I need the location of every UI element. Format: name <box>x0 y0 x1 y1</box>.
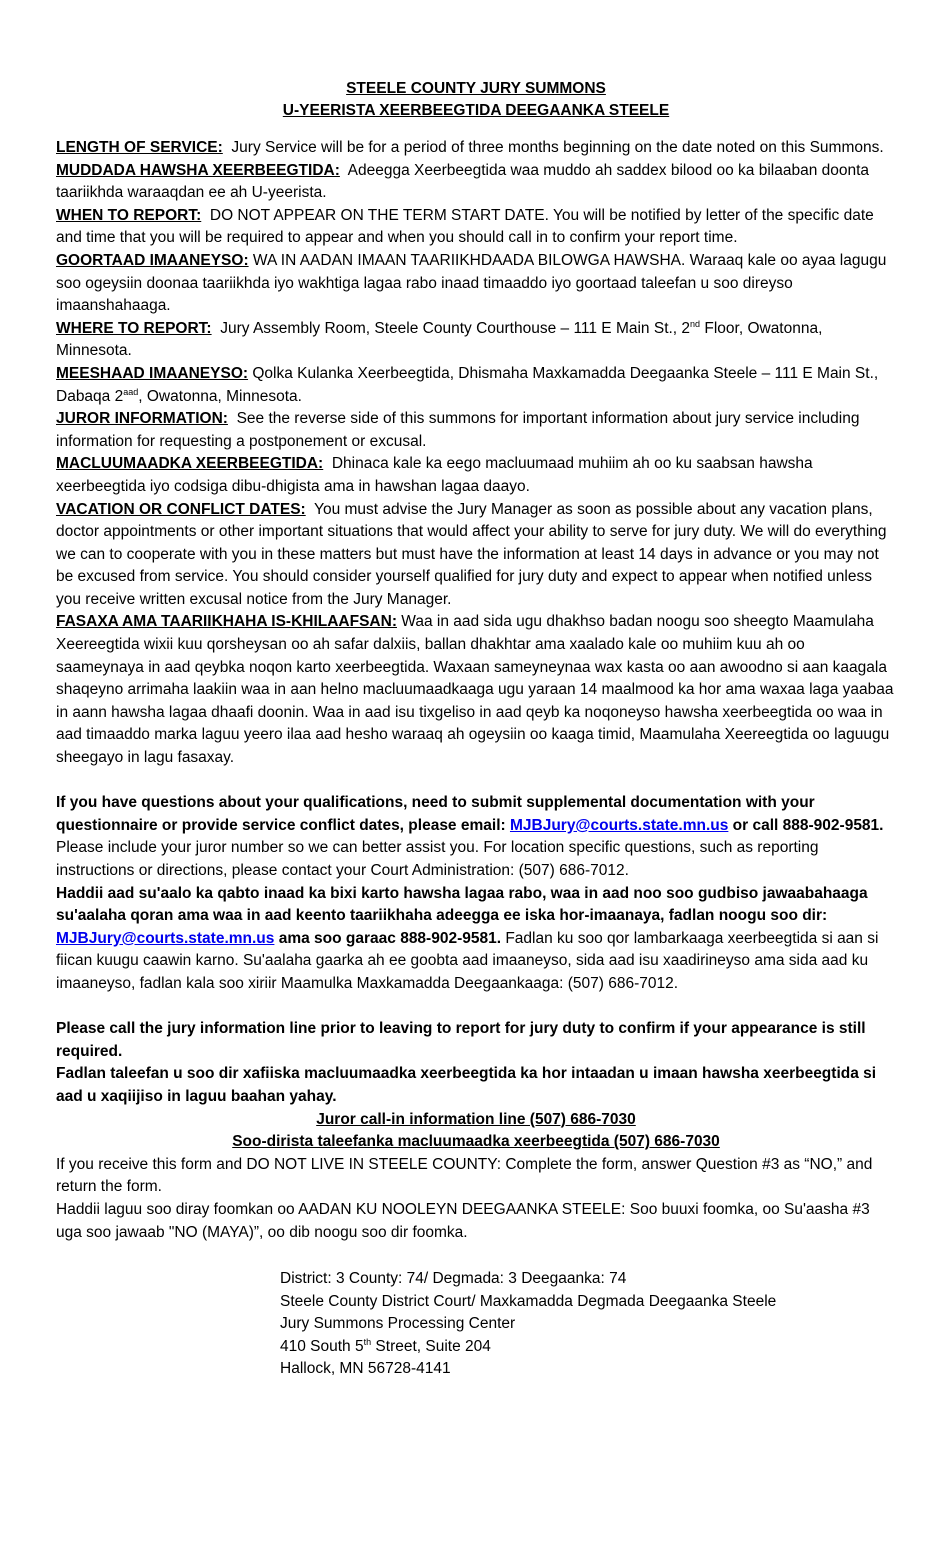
phone-text: or call 888-902-9581. <box>728 816 884 834</box>
questions-so <box>56 883 896 996</box>
phone-text: ama soo garaac 888-902-9581. <box>274 929 502 947</box>
when-to-report-en <box>56 205 896 250</box>
section-label: FASAXA AMA TAARIIKHAHA IS-KHILAAFSAN: <box>56 613 397 631</box>
section-label: MEESHAAD IMAANEYSO: <box>56 364 249 382</box>
not-live-en: If you receive this form and DO NOT LIVE IN STEELE COUNTY: Complete the form, answer Question #3 as “NO,” and return the form. <box>56 1155 873 1196</box>
questions-text: Please include your juror number so we can better assist you. For location specific questions, such as reporting instructions or directions, please contact your Court Administration: (507) 686-7012. <box>56 839 819 879</box>
questions-bold-text: If you have questions about your qualifications, need to submit supplemental documentation with your questionnaire or provide service conflict dates, please email: <box>56 794 815 834</box>
section-text-end: Floor, Owatonna, Minnesota. <box>56 319 823 360</box>
vacation-conflict-en <box>56 499 896 612</box>
section-label: MUDDADA HAWSHA XEERBEEGTIDA: <box>56 161 340 179</box>
section-text: See the reverse side of this summons for important information about jury service including information for requesting a postponement or excusal. <box>56 410 860 450</box>
section-text: Dhinaca kale ka eego macluumaad muhiim ah oo ku saabsan hawsha xeerbeegtida iyo codsiga dibu-dhigista ama in hawshan lagaa daayo. <box>56 455 813 495</box>
address-street <box>280 1336 896 1359</box>
call-in-line-so: Soo-dirista taleefanka macluumaadka xeerbeegtida (507) 686-7030 <box>232 1133 720 1151</box>
section-text: Qolka Kulanka Xeerbeegtida, Dhismaha Maxkamadda Deegaanka Steele – 111 E Main St., Dabaqa 2 <box>56 364 879 405</box>
section-text: Jury Service will be for a period of three months beginning on the date noted on this Summons. <box>231 139 884 156</box>
when-to-report-so <box>56 250 896 318</box>
section-text: Waa in aad sida ugu dhakhso badan noogu soo sheegto Maamulaha Xeereegtida wixii kuu qorsheysan oo ah safar dalxiis, ballan dhakhtar ama xaalado kale oo muhiim kuu ah oo saameynaya in aad qeybka noqon karto xeerbeegtida. Waxaan sameyneynaa wax kasta oo aan awoodno si aan kaagala shaqeyno arrimaha laakiin waa in aan helno macluumaadkaaga ugu yaraan 14 maalmood ka hor ama waxaa laga yaabaa in aann hawsha lagaa dhaafi doonin. Waa in aad isu tixgeliso in aad qeyb ka noqoneyso hawsha xeerbeegtida oo waa in aad timaaddo marka laguu yeero ilaa aad hesho waraaq ah ogeysiin oo kaaga timid, Maamulaha Xeereegtida oo laguugu sheegayo in lagu fasaxay. <box>56 613 894 767</box>
section-text: WA IN AADAN IMAAN TAARIIKHDAADA BILOWGA HAWSHA. Waraaq kale oo ayaa lagugu soo ogeysiin doonaa taariikhda iyo wakhtiga lagaa rabo inaad timaaddo iyo goortaad taleefan u soo direyso imaanshahaaga. <box>56 251 887 315</box>
email-link[interactable]: MJBJury@courts.state.mn.us <box>56 929 275 947</box>
ordinal-suffix: aad <box>123 386 139 397</box>
length-of-service-en <box>56 137 896 160</box>
questions-bold-text: Haddii aad su'aalo ka qabto inaad ka bixi karto hawsha lagaa rabo, waa in aad noo soo gudbiso jawaabahaaga su'aalaha qoran ama waa in aad keento taariikhaha adeegga ee iska hor-imaanaya, fadlan noogu soo dir: <box>56 884 868 925</box>
section-label: WHEN TO REPORT: <box>56 206 202 224</box>
juror-information-en <box>56 408 896 453</box>
section-label: WHERE TO REPORT: <box>56 319 212 337</box>
section-label: JUROR INFORMATION: <box>56 410 228 428</box>
length-of-service-so <box>56 160 896 205</box>
title-block <box>56 78 896 122</box>
section-text: You must advise the Jury Manager as soon as possible about any vacation plans, doctor appointments or other important situations that would affect your ability to serve for jury duty. We will do everything we can to cooperate with you in these matters but must have the information at least 14 days in advance or you may not be excused from service. You should consider yourself qualified for jury duty and expect to appear when notified unless you receive written excusal notice from the Jury Manager. <box>56 500 887 608</box>
summons-document <box>56 78 896 1381</box>
section-label: LENGTH OF SERVICE: <box>56 139 223 156</box>
call-notice-en: Please call the jury information line prior to leaving to report for jury duty to confirm if your appearance is still required. <box>56 1020 866 1060</box>
address-court: Steele County District Court/ Maxkamadda Degmada Deegaanka Steele <box>280 1292 777 1310</box>
section-text: Jury Assembly Room, Steele County Courthouse – 111 E Main St., 2 <box>220 319 691 337</box>
title-somali: U-YEERISTA XEERBEEGTIDA DEEGAANKA STEELE <box>282 102 670 119</box>
questions-text: Fadlan ku soo qor lambarkaaga xeerbeegtida si aan si fiican kuugu caawin karno. Su'aalaha gaarka ah ee goobta aad imaaneyso, sida aad isu xaadirineyso ama sida aad ku imaaneyso, fadlan kala soo xiriir Maamulka Maxkamadda Deegaankaaga: (507) 686-7012. <box>56 929 879 992</box>
call-in-line-en: Juror call-in information line (507) 686-7030 <box>316 1110 636 1128</box>
section-text-end: , Owatonna, Minnesota. <box>138 387 302 405</box>
address-city: Hallock, MN 56728-4141 <box>280 1360 451 1378</box>
section-label: GOORTAAD IMAANEYSO: <box>56 251 249 269</box>
where-to-report-so <box>56 363 896 408</box>
vacation-conflict-so <box>56 611 896 769</box>
call-notice-so: Fadlan taleefan u soo dir xafiiska macluumaadka xeerbeegtida ka hor intaadan u imaan hawsha xeerbeegtida si aad u xaqiijiso in laguu baahan yahay. <box>56 1065 877 1105</box>
address-district: District: 3 County: 74/ Degmada: 3 Deegaanka: 74 <box>280 1270 627 1288</box>
where-to-report-en <box>56 318 896 363</box>
not-live-so: Haddii laguu soo diray foomkan oo AADAN KU NOOLEYN DEEGAANKA STEELE: Soo buuxi foomka, oo Su'aasha #3 uga soo jawaab "NO (MAYA)”, oo dib noogu soo dir foomka. <box>56 1200 870 1241</box>
section-label: MACLUUMAADKA XEERBEEGTIDA: <box>56 455 324 473</box>
juror-information-so <box>56 453 896 498</box>
spacer <box>56 996 896 1019</box>
ordinal-suffix: nd <box>690 318 701 329</box>
street-text: 410 South 5 <box>280 1337 364 1355</box>
title-english: STEELE COUNTY JURY SUMMONS <box>346 80 606 97</box>
section-text: DO NOT APPEAR ON THE TERM START DATE. You will be notified by letter of the specific date and time that you will be required to appear and when you should call in to confirm your report time. <box>56 206 874 247</box>
section-text: Adeegga Xeerbeegtida waa muddo ah saddex bilood oo ka bilaaban doonta taariikhda waraaqdan ee ah U-yeerista. <box>56 161 870 202</box>
section-label: VACATION OR CONFLICT DATES: <box>56 500 306 518</box>
street-text-end: Street, Suite 204 <box>371 1337 491 1355</box>
return-address <box>280 1268 896 1381</box>
questions-en <box>56 792 896 882</box>
spacer <box>56 770 896 793</box>
address-center: Jury Summons Processing Center <box>280 1315 516 1333</box>
email-link[interactable]: MJBJury@courts.state.mn.us <box>509 816 729 834</box>
ordinal-suffix: th <box>363 1336 372 1347</box>
